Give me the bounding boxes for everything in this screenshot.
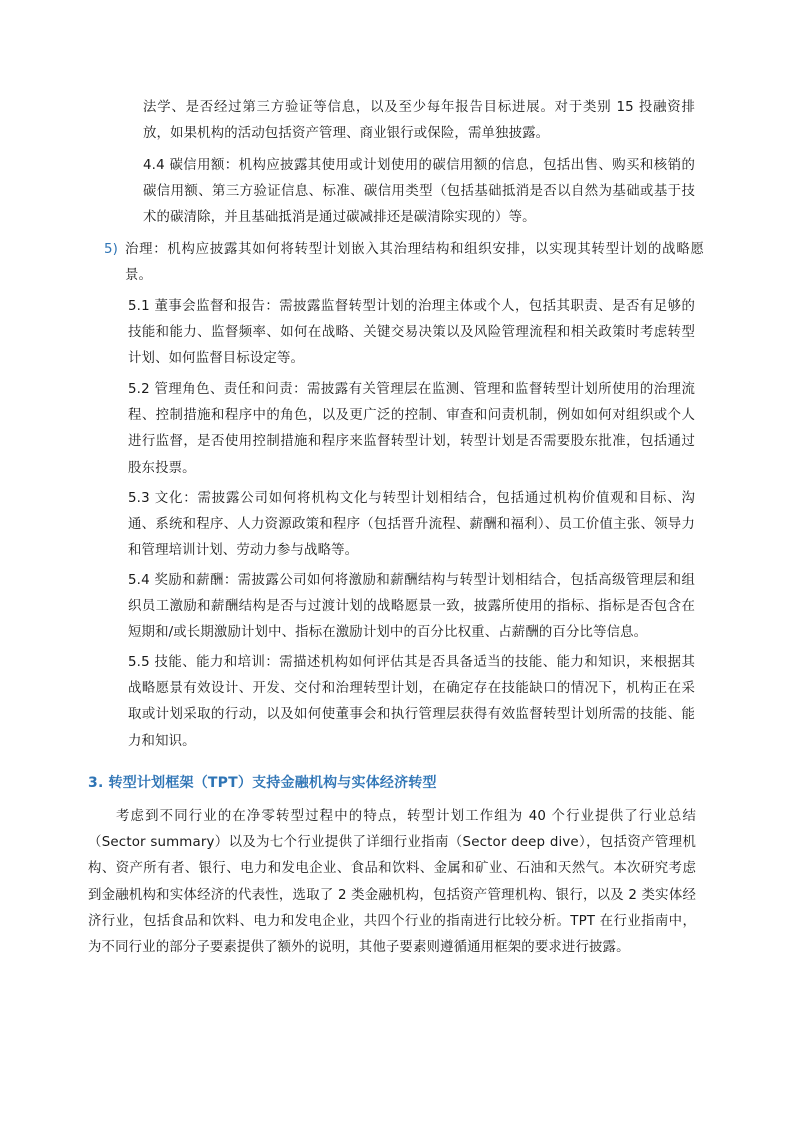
item-5-text: 治理：机构应披露其如何将转型计划嵌入其治理结构和组织安排，以实现其转型计划的战略愿景。 (125, 242, 704, 284)
item-5-2-management-roles: 5.2 管理角色、责任和问责：需披露有关管理层在监测、管理和监督转型计划所使用的治理流程、控制措施和程序中的角色，以及更广泛的控制、审查和问责机制，例如如何对组织或个人进行监督，是否使用控制措施和程序来监督转型计划，转型计划是否需要股东批准，包括通过股东投票。 (128, 382, 695, 476)
item-5-1-board-oversight: 5.1 董事会监督和报告：需披露监督转型计划的治理主体或个人，包括其职责、是否有足够的技能和能力、监督频率、如何在战略、关键交易决策以及风险管理流程和相关政策时考虑转型计划、如何监督目标设定等。 (128, 299, 695, 367)
item-5-5-skills-training: 5.5 技能、能力和培训：需描述机构如何评估其是否具备适当的技能、能力和知识，来根据其战略愿景有效设计、开发、交付和治理转型计划，在确定存在技能缺口的情况下，机构正在采取或计划采取的行动，以及如何使董事会和执行管理层获得有效监督转型计划所需的技能、能力和知识。 (128, 655, 695, 749)
section-3-heading: 3. 转型计划框架（TPT）支持金融机构与实体经济转型 (88, 775, 437, 791)
item-4-4-carbon-credits: 4.4 碳信用额：机构应披露其使用或计划使用的碳信用额的信息，包括出售、购买和核销的碳信用额、第三方验证信息、标准、碳信用类型（包括基础抵消是否以自然为基础或基于技术的碳清除，并且基础抵消是通过碳减排还是碳清除实现的）等。 (143, 158, 695, 226)
section-3-body: 考虑到不同行业的在净零转型过程中的特点，转型计划工作组为 40 个行业提供了行业总结（Sector summary）以及为七个行业提供了详细行业指南（Sector deep dive），包括资产管理机构、资产所有者、银行、电力和发电企业、食品和饮料、金属和矿业、石油和天然气。本次研究考虑到金融机构和实体经济的代表性，选取了 2 类金融机构，包括资产管理机构、银行，以及 2 类实体经济行业，包括食品和饮料、电力和发电企业，共四个行业的指南进行比较分析。TPT 在行业指南中，为不同行业的部分子要素提供了额外的说明，其他子要素则遵循通用框架的要求进行披露。 (88, 809, 696, 956)
item-5-governance (104, 237, 704, 289)
section-4-continuation: 法学、是否经过第三方验证等信息，以及至少每年报告目标进展。对于类别 15 投融资排放，如果机构的活动包括资产管理、商业银行或保险，需单独披露。 (143, 100, 695, 142)
item-5-4-incentives-remuneration: 5.4 奖励和薪酬：需披露公司如何将激励和薪酬结构与转型计划相结合，包括高级管理层和组织员工激励和薪酬结构是否与过渡计划的战略愿景一致，披露所使用的指标、指标是否包含在短期和/或长期激励计划中、指标在激励计划中的百分比权重、占薪酬的百分比等信息。 (128, 573, 695, 641)
item-5-3-culture: 5.3 文化：需披露公司如何将机构文化与转型计划相结合，包括通过机构价值观和目标、沟通、系统和程序、人力资源政策和程序（包括晋升流程、薪酬和福利）、员工价值主张、领导力和管理培训计划、劳动力参与战略等。 (128, 491, 695, 559)
item-5-number: 5) (104, 242, 119, 257)
